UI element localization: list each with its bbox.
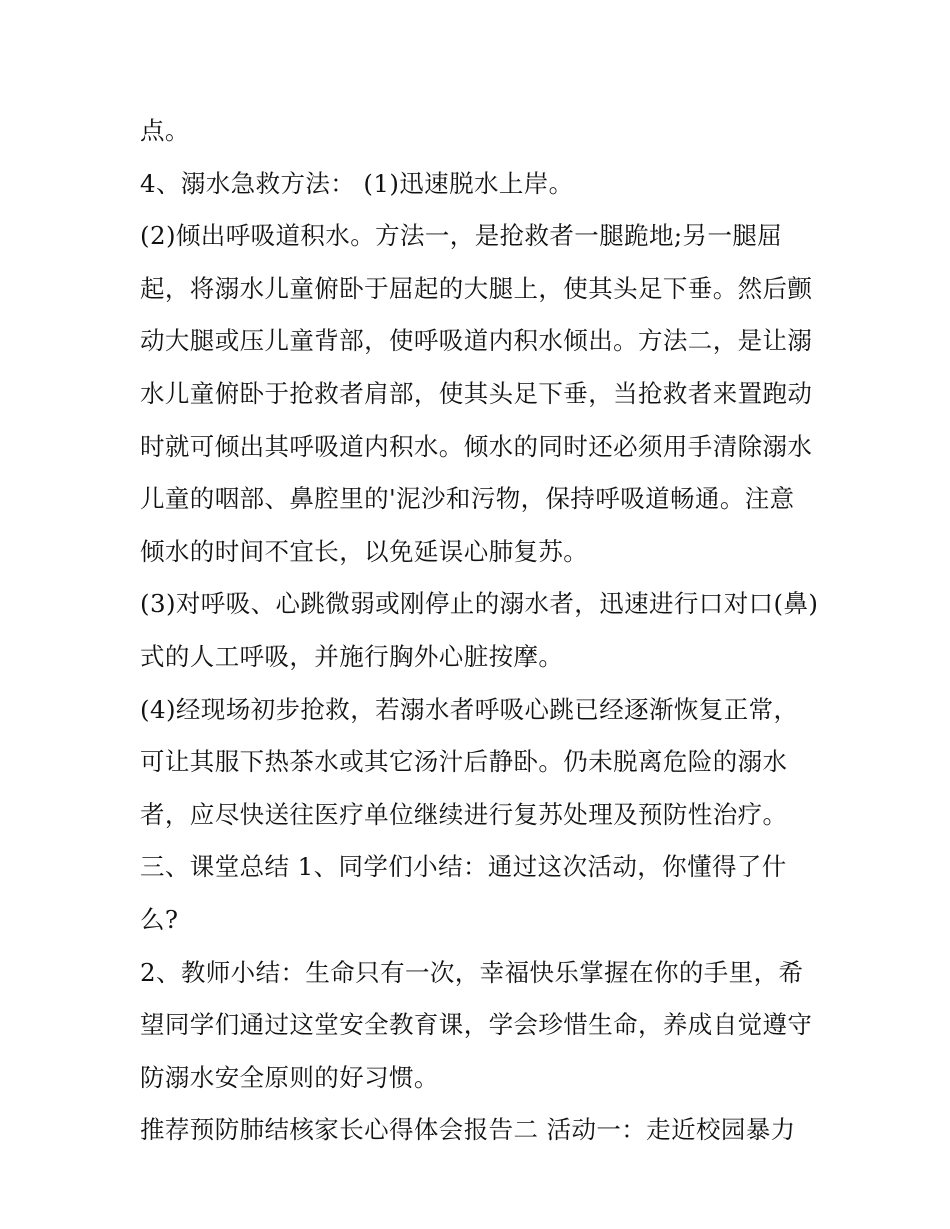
text-line: (2)倾出呼吸道积水。方法一，是抢救者一腿跪地;另一腿屈 (140, 221, 783, 251)
text-line: (3)对呼吸、心跳微弱或刚停止的溺水者，迅速进行口对口(鼻) (140, 589, 819, 619)
text-line: 起，将溺水儿童俯卧于屈起的大腿上，使其头足下垂。然后颤 (140, 273, 813, 303)
text-line: 时就可倾出其呼吸道内积水。倾水的同时还必须用手清除溺水 (140, 431, 813, 461)
body-text (140, 105, 830, 1157)
text-line: 三、课堂总结 1、同学们小结：通过这次活动，你懂得了什 (140, 852, 787, 882)
text-line: 动大腿或压儿童背部，使呼吸道内积水倾出。方法二，是让溺 (140, 326, 813, 356)
text-line: 式的人工呼吸，并施行胸外心脏按摩。 (140, 641, 564, 671)
text-line: 者，应尽快送往医疗单位继续进行复苏处理及预防性治疗。 (140, 799, 788, 829)
text-line: 倾水的时间不宜长，以免延误心肺复苏。 (140, 536, 589, 566)
text-line: 点。 (140, 116, 190, 145)
text-line: 么? (140, 904, 179, 934)
text-line: 儿童的咽部、鼻腔里的'泥沙和污物，保持呼吸道畅通。注意 (140, 484, 795, 514)
text-line: 可让其服下热茶水或其它汤汁后静卧。仍未脱离危险的溺水 (140, 747, 788, 777)
text-line: 望同学们通过这堂安全教育课，学会珍惜生命，养成自觉遵守 (140, 1010, 813, 1040)
text-line: 防溺水安全原则的好习惯。 (140, 1062, 439, 1092)
text-line: 2、教师小结：生命只有一次，幸福快乐掌握在你的手里，希 (140, 957, 804, 987)
text-line: 4、溺水急救方法： (1)迅速脱水上岸。 (140, 168, 574, 198)
text-line: (4)经现场初步抢救，若溺水者呼吸心跳已经逐渐恢复正常， (140, 694, 799, 724)
text-line: 推荐预防肺结核家长心得体会报告二 活动一：走近校园暴力 (140, 1115, 796, 1145)
text-line: 水儿童俯卧于抢救者肩部，使其头足下垂，当抢救者来置跑动 (140, 378, 813, 408)
